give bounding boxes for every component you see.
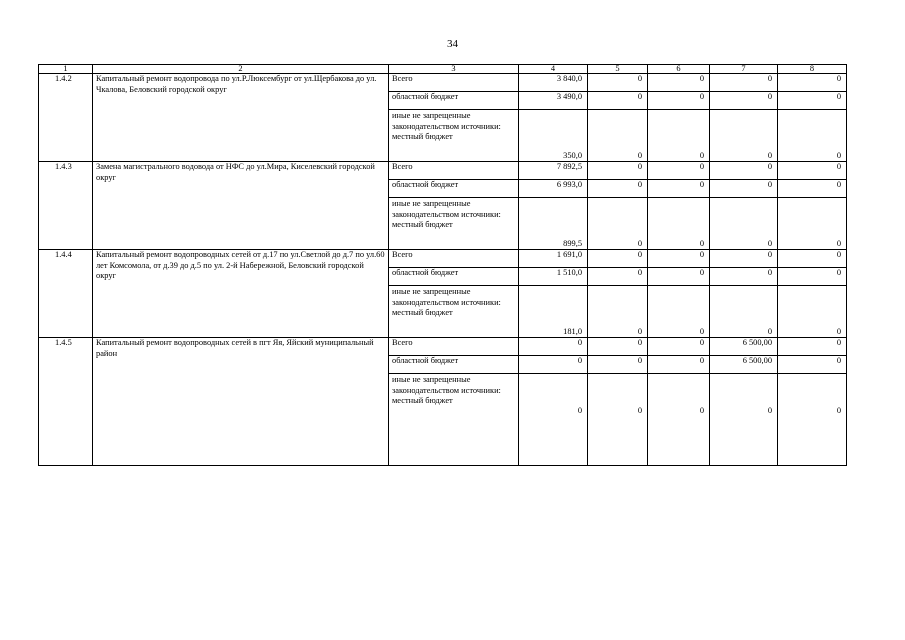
value-cell: 0 — [648, 356, 710, 374]
item-code: 1.4.2 — [39, 74, 93, 162]
value-cell: 0 — [648, 374, 710, 466]
table-body — [39, 65, 847, 466]
value-cell: 0 — [588, 162, 648, 180]
value-cell: 0 — [710, 92, 778, 110]
value-cell: 0 — [588, 250, 648, 268]
funding-source: областной бюджет — [389, 268, 519, 286]
header-cell: 1 — [39, 65, 93, 74]
value-cell: 0 — [588, 356, 648, 374]
value-cell: 0 — [588, 268, 648, 286]
value-cell: 0 — [648, 338, 710, 356]
value-cell: 0 — [778, 74, 847, 92]
header-cell: 5 — [588, 65, 648, 74]
item-name: Капитальный ремонт водопроводных сетей от д.17 по ул.Светлой до д.7 по ул.60 лет Комсомола, от д.39 до д.5 по ул. 2-й Набережной, Беловский городской округ — [93, 250, 389, 338]
value-cell: 0 — [648, 250, 710, 268]
table-row — [39, 74, 847, 92]
funding-source: иные не запрещенные законодательством источники: местный бюджет — [389, 374, 519, 466]
funding-source: областной бюджет — [389, 356, 519, 374]
funding-source: иные не запрещенные законодательством источники: местный бюджет — [389, 110, 519, 162]
value-cell: 0 — [519, 338, 588, 356]
value-cell: 6 500,00 — [710, 356, 778, 374]
value-cell: 0 — [588, 198, 648, 250]
table-row — [39, 338, 847, 356]
item-name: Замена магистрального водовода от НФС до ул.Мира, Киселевский городской округ — [93, 162, 389, 250]
value-cell: 899,5 — [519, 198, 588, 250]
value-cell: 0 — [710, 250, 778, 268]
value-cell: 0 — [648, 198, 710, 250]
value-cell: 0 — [648, 286, 710, 338]
value-cell: 0 — [778, 180, 847, 198]
value-cell: 0 — [778, 250, 847, 268]
funding-source: иные не запрещенные законодательством источники: местный бюджет — [389, 286, 519, 338]
value-cell: 0 — [778, 338, 847, 356]
value-cell: 1 691,0 — [519, 250, 588, 268]
value-cell: 0 — [648, 162, 710, 180]
table-row — [39, 162, 847, 180]
value-cell: 0 — [710, 162, 778, 180]
header-cell: 3 — [389, 65, 519, 74]
item-name: Капитальный ремонт водопроводных сетей в пгт Яя, Яйский муниципальный район — [93, 338, 389, 466]
value-cell: 0 — [710, 74, 778, 92]
value-cell: 3 490,0 — [519, 92, 588, 110]
header-cell: 4 — [519, 65, 588, 74]
header-cell: 2 — [93, 65, 389, 74]
table-row — [39, 250, 847, 268]
header-cell: 7 — [710, 65, 778, 74]
value-cell: 0 — [648, 74, 710, 92]
value-cell: 0 — [588, 286, 648, 338]
value-cell: 7 892,5 — [519, 162, 588, 180]
value-cell: 0 — [710, 180, 778, 198]
value-cell: 6 993,0 — [519, 180, 588, 198]
value-cell: 0 — [588, 374, 648, 466]
value-cell: 0 — [519, 374, 588, 466]
value-cell: 181,0 — [519, 286, 588, 338]
value-cell: 0 — [648, 268, 710, 286]
value-cell: 0 — [778, 268, 847, 286]
value-cell: 0 — [778, 110, 847, 162]
funding-source: Всего — [389, 162, 519, 180]
header-cell: 6 — [648, 65, 710, 74]
value-cell: 0 — [519, 356, 588, 374]
value-cell: 0 — [710, 286, 778, 338]
header-row — [39, 65, 847, 74]
value-cell: 0 — [588, 92, 648, 110]
funding-source: Всего — [389, 338, 519, 356]
header-cell: 8 — [778, 65, 847, 74]
funding-source: областной бюджет — [389, 92, 519, 110]
value-cell: 0 — [648, 92, 710, 110]
funding-source: Всего — [389, 74, 519, 92]
funding-source: областной бюджет — [389, 180, 519, 198]
value-cell: 0 — [778, 374, 847, 466]
value-cell: 0 — [588, 338, 648, 356]
value-cell: 1 510,0 — [519, 268, 588, 286]
value-cell: 0 — [648, 110, 710, 162]
program-table — [38, 64, 847, 466]
value-cell: 0 — [648, 180, 710, 198]
value-cell: 6 500,00 — [710, 338, 778, 356]
value-cell: 350,0 — [519, 110, 588, 162]
funding-source: Всего — [389, 250, 519, 268]
value-cell: 0 — [778, 198, 847, 250]
value-cell: 0 — [588, 180, 648, 198]
value-cell: 0 — [588, 110, 648, 162]
value-cell: 0 — [778, 286, 847, 338]
value-cell: 0 — [778, 92, 847, 110]
value-cell: 3 840,0 — [519, 74, 588, 92]
item-code: 1.4.5 — [39, 338, 93, 466]
value-cell: 0 — [710, 268, 778, 286]
value-cell: 0 — [588, 74, 648, 92]
item-code: 1.4.3 — [39, 162, 93, 250]
funding-source: иные не запрещенные законодательством источники: местный бюджет — [389, 198, 519, 250]
page-number: 34 — [447, 38, 458, 50]
value-cell: 0 — [778, 162, 847, 180]
value-cell: 0 — [710, 198, 778, 250]
item-name: Капитальный ремонт водопровода по ул.Р.Люксембург от ул.Щербакова до ул. Чкалова, Беловский городской округ — [93, 74, 389, 162]
value-cell: 0 — [710, 110, 778, 162]
value-cell: 0 — [778, 356, 847, 374]
item-code: 1.4.4 — [39, 250, 93, 338]
value-cell: 0 — [710, 374, 778, 466]
